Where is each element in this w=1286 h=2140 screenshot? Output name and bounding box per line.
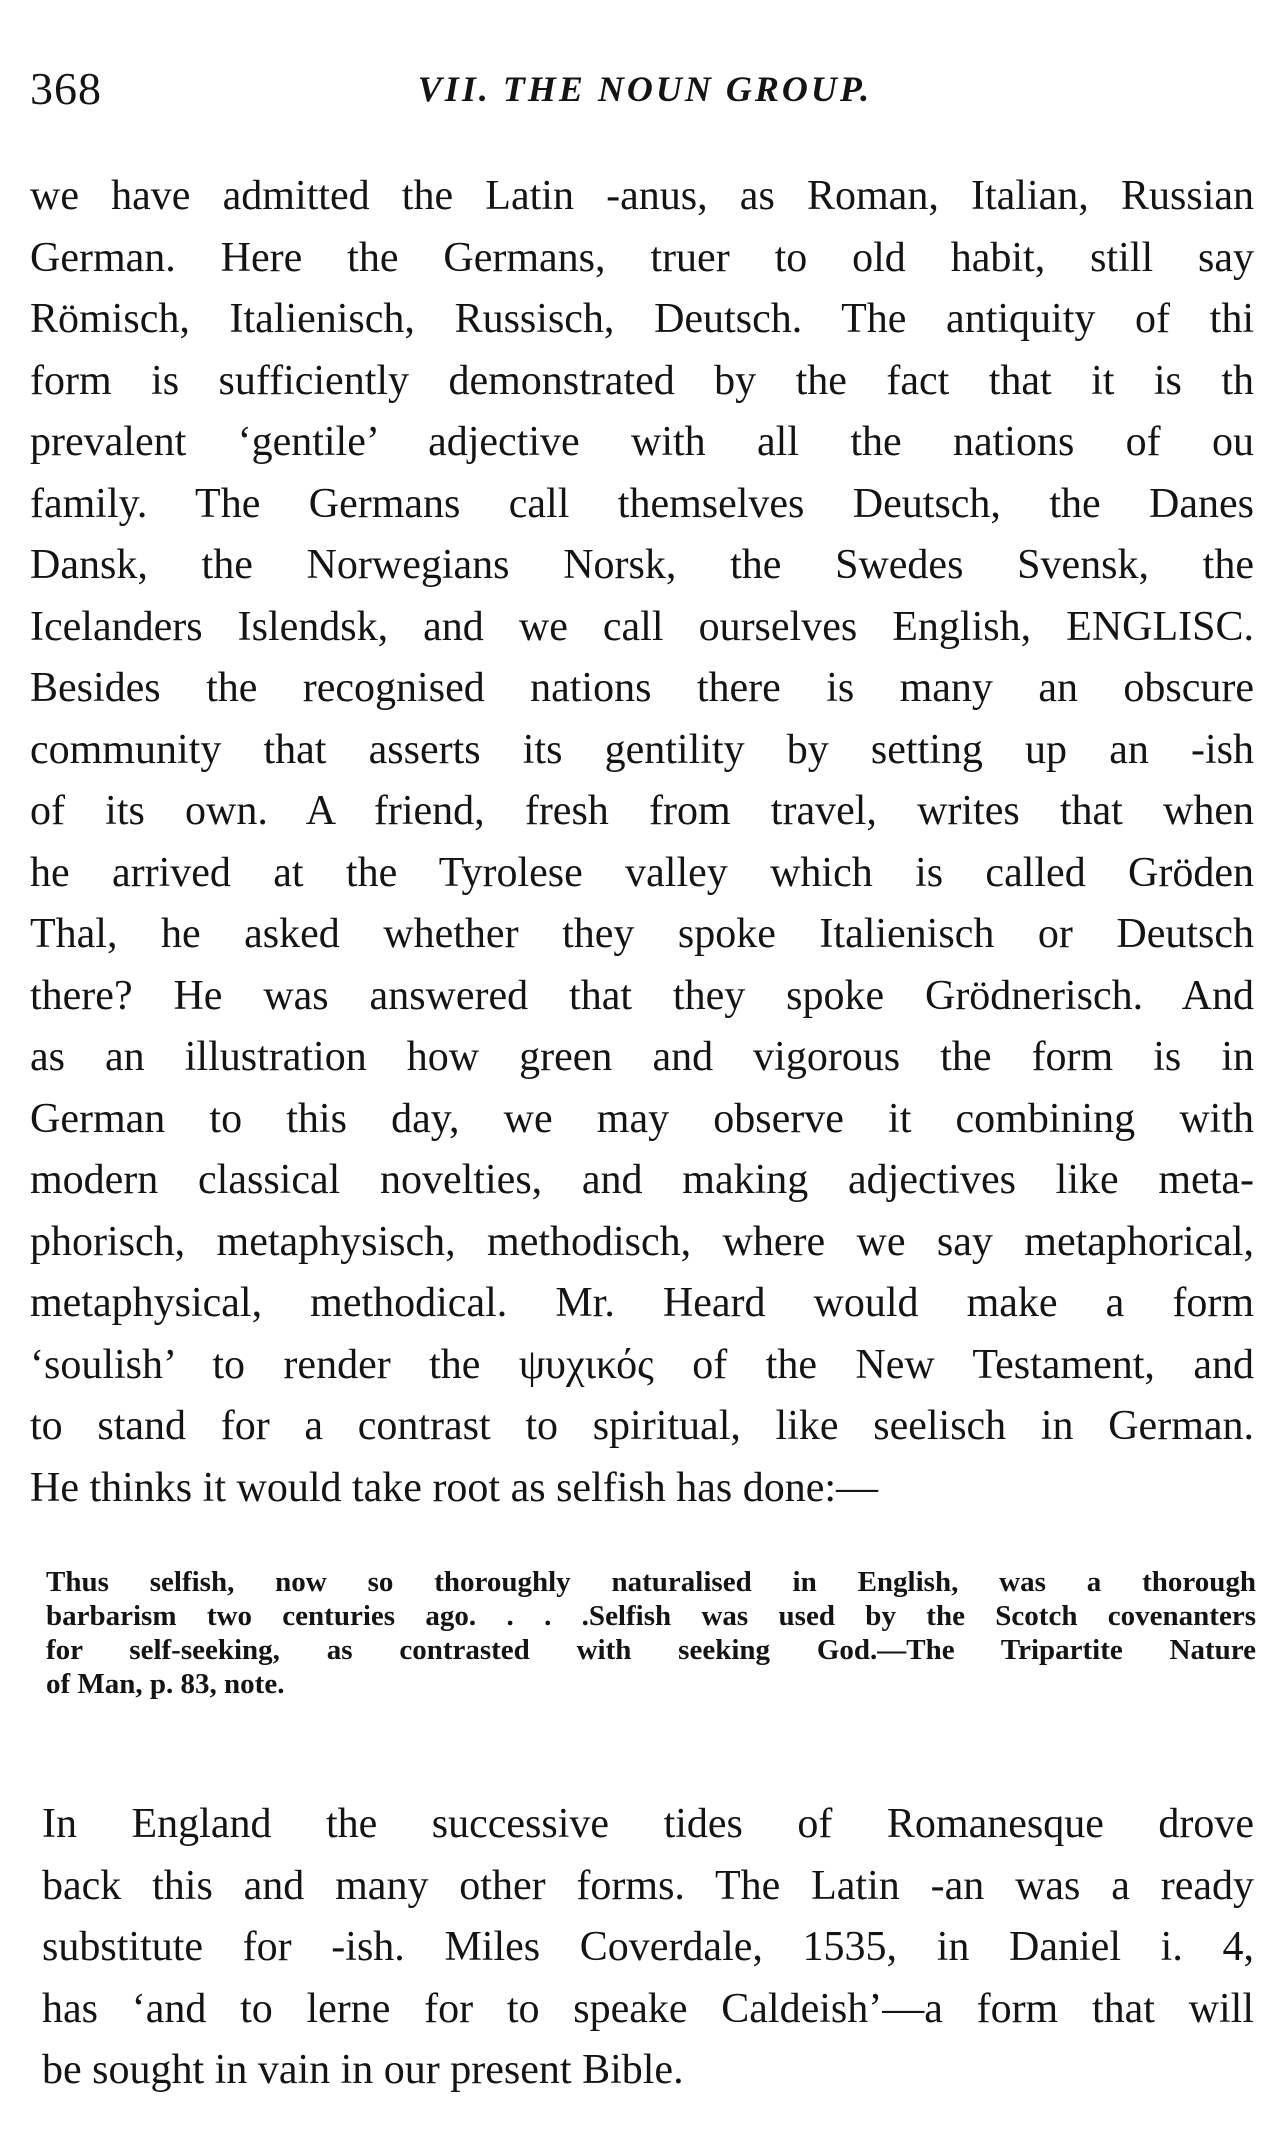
text-line: ‘soulish’ to render the ψυχικός of the New Testament, and	[30, 1341, 1254, 1388]
text-line: he arrived at the Tyrolese valley which is called Gröden	[30, 849, 1254, 896]
text-line: Römisch, Italienisch, Russisch, Deutsch. The antiquity of thi	[30, 296, 1254, 342]
text-line: form is sufficiently demonstrated by the fact that it is th	[30, 357, 1254, 404]
quotation-line: Thus selfish, now so thoroughly naturalised in English, was a thorough	[46, 1566, 1256, 1598]
text-line: prevalent ‘gentile’ adjective with all the nations of ou	[30, 419, 1254, 465]
paragraph-2	[42, 1794, 1254, 2102]
text-line: back this and many other forms. The Latin -an was a ready	[42, 1862, 1254, 1909]
text-line: substitute for -ish. Miles Coverdale, 1535, in Daniel i. 4,	[42, 1924, 1254, 1970]
page-number: 368	[30, 63, 102, 114]
text-line: as an illustration how green and vigorous the form is in	[30, 1034, 1254, 1080]
text-line: be sought in vain in our present Bible.	[42, 2047, 684, 2093]
text-line: Icelanders Islendsk, and we call ourselves English, ENGLISC.	[30, 603, 1254, 650]
text-line: there? He was answered that they spoke Grödnerisch. And	[30, 972, 1254, 1019]
text-line: to stand for a contrast to spiritual, like seelisch in German.	[30, 1403, 1254, 1449]
text-line: phorisch, metaphysisch, methodisch, where we say metaphorical,	[30, 1218, 1254, 1265]
text-line: metaphysical, methodical. Mr. Heard would make a form	[30, 1280, 1254, 1326]
paragraph-1	[30, 166, 1254, 1519]
text-line: Dansk, the Norwegians Norsk, the Swedes Svensk, the	[30, 542, 1254, 588]
text-line: He thinks it would take root as selfish has done:—	[30, 1464, 879, 1511]
text-line: community that asserts its gentility by setting up an -ish	[30, 726, 1254, 773]
running-head	[30, 62, 1260, 122]
text-line: Thal, he asked whether they spoke Italienisch or Deutsch	[30, 911, 1254, 957]
text-line: Besides the recognised nations there is many an obscure	[30, 665, 1254, 711]
quotation-line: for self-seeking, as contrasted with seeking God.—The Tripartite Nature	[46, 1634, 1256, 1666]
chapter-title: VII. THE NOUN GROUP.	[417, 69, 873, 109]
text-line: family. The Germans call themselves Deutsch, the Danes	[30, 480, 1254, 527]
quotation-line: of Man, p. 83, note.	[46, 1668, 285, 1700]
text-line: we have admitted the Latin -anus, as Roman, Italian, Russian	[30, 173, 1254, 219]
text-line: German to this day, we may observe it combining with	[30, 1095, 1254, 1142]
text-line: of its own. A friend, fresh from travel, writes that when	[30, 788, 1254, 834]
text-line: modern classical novelties, and making adjectives like meta-	[30, 1157, 1254, 1203]
quotation-line: barbarism two centuries ago. . . .Selfish was used by the Scotch covenanters	[46, 1600, 1256, 1632]
text-line: has ‘and to lerne for to speake Caldeish’—a form that will	[42, 1985, 1254, 2032]
block-quotation	[46, 1565, 1256, 1701]
text-line: In England the successive tides of Romanesque drove	[42, 1801, 1254, 1847]
text-line: German. Here the Germans, truer to old habit, still say	[30, 234, 1254, 281]
